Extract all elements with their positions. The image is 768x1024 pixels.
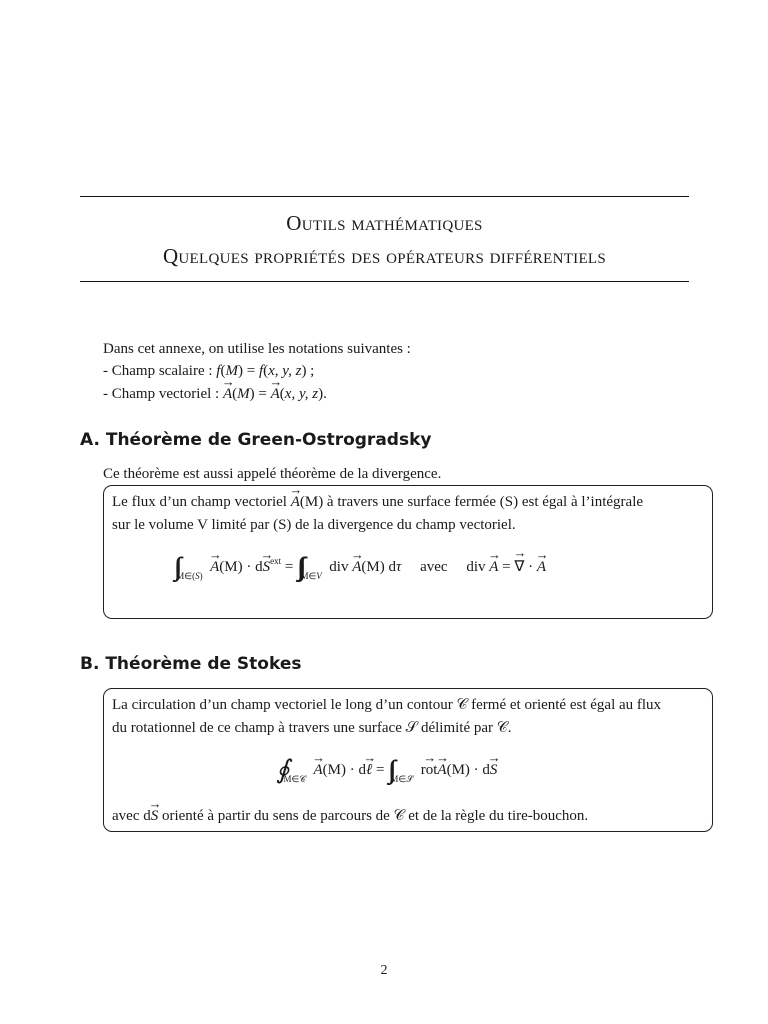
- green-line2: sur le volume V limité par (S) de la divergence du champ vectoriel.: [112, 517, 516, 533]
- page-subtitle: Quelques propriétés des opérateurs différentiels: [162, 244, 607, 268]
- section-a-subtitle: Ce théorème est aussi appelé théorème de la divergence.: [103, 466, 442, 482]
- green-line1: Le flux d’un champ vectoriel → A(M) à travers une surface fermée (S) est égal à l’intégrale: [112, 491, 643, 513]
- theorem-box-green: [103, 485, 713, 619]
- page-title: Outils mathématiques: [286, 211, 483, 235]
- stokes-equation: $∮_{M\in 𝒞} \to A(M) \cdot d\to$ ℓ = $\int\int_{M\in 𝒮} \to rot\to A(M) \cdot d\to S$: [276, 755, 497, 785]
- intro-scalar: - Champ scalaire : f(M) = f(x, y, z) ;: [103, 363, 315, 379]
- stokes-line1: La circulation d’un champ vectoriel le long d’un contour 𝒞 fermé et orienté est égal au flux: [112, 697, 662, 713]
- stokes-line2: du rotationnel de ce champ à travers une surface 𝒮 délimité par 𝒞.: [112, 720, 512, 736]
- intro-scalar-prefix: - Champ scalaire :: [103, 363, 213, 379]
- section-b-heading: B. Théorème de Stokes: [80, 654, 302, 674]
- green-ostrogradsky-equation: $\int\int_{M\in(S)} \to A(M) \cdot d\to S^{ext} = \int\int\int_{M\in V}$ div → A(M) dτ avec div → A = → ∇ · → A: [174, 552, 546, 582]
- intro-vector: - Champ vectoriel : → A(M) = → A(x, y, z).: [103, 383, 327, 405]
- page-number: 2: [380, 963, 388, 978]
- theorem-box-stokes: [103, 688, 713, 832]
- top-rule: [80, 196, 689, 197]
- stokes-line3: avec d→ S orienté à partir du sens de parcours de 𝒞 et de la règle du tire-bouchon.: [112, 805, 588, 827]
- section-a-heading: A. Théorème de Green-Ostrogradsky: [80, 430, 432, 450]
- intro-vector-prefix: - Champ vectoriel :: [103, 386, 220, 402]
- intro-line: Dans cet annexe, on utilise les notations suivantes :: [103, 341, 411, 357]
- equation-avec: avec: [420, 559, 448, 575]
- bottom-rule: [80, 281, 689, 282]
